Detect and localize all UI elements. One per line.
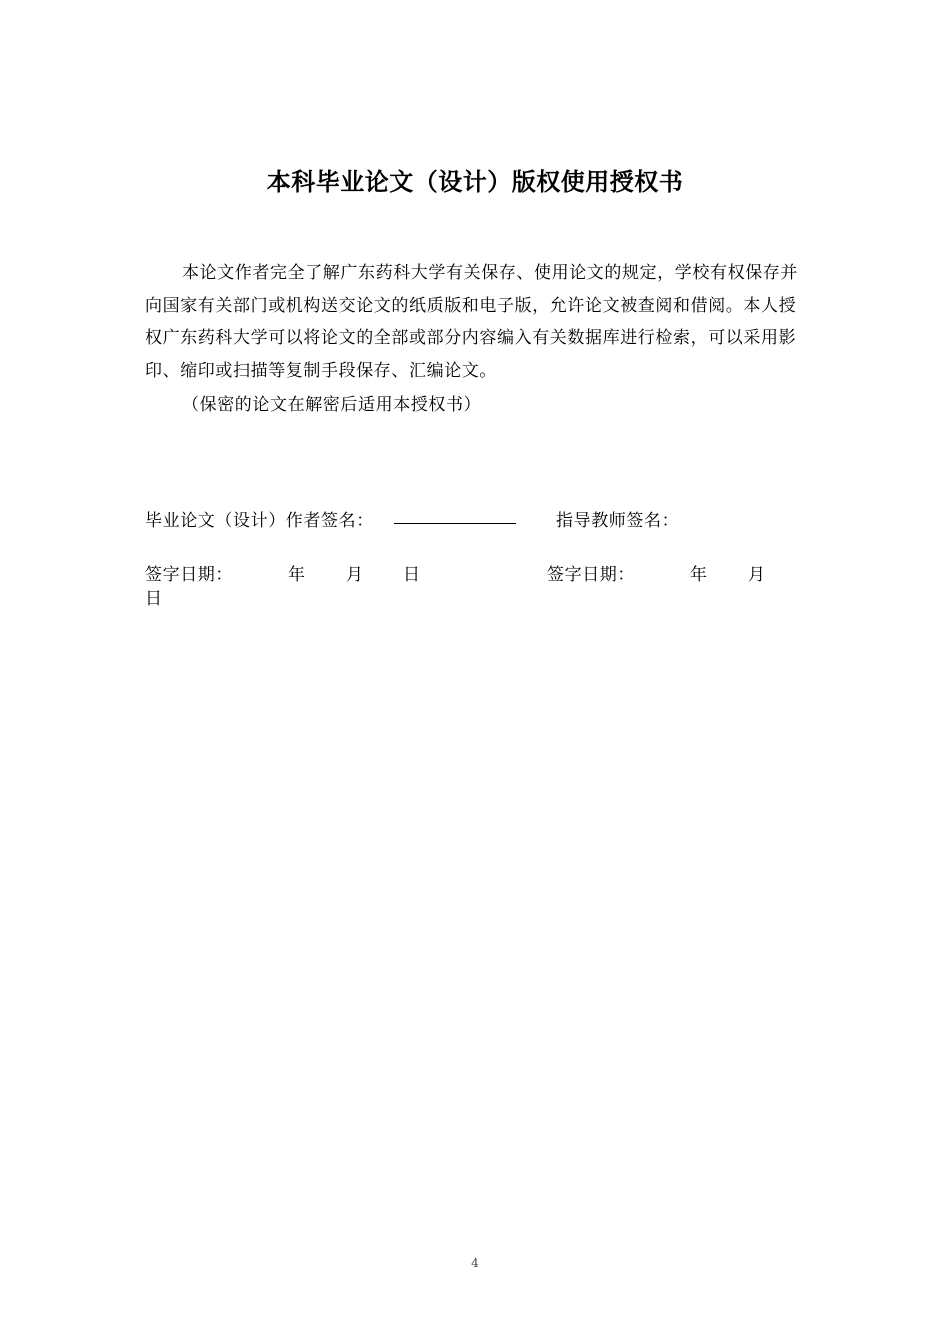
author-date-label: 签字日期： <box>145 565 233 585</box>
advisor-date-year: 年 <box>690 565 708 585</box>
confidential-note: （保密的论文在解密后适用本授权书） <box>182 395 482 415</box>
author-date-day: 日 <box>403 565 421 585</box>
advisor-date-month: 月 <box>748 565 766 585</box>
author-signature-line[interactable] <box>394 523 516 524</box>
advisor-date-day: 日 <box>145 589 163 609</box>
advisor-signature-label: 指导教师签名： <box>556 511 680 531</box>
page-number: 4 <box>471 1256 479 1270</box>
author-signature-label: 毕业论文（设计）作者签名： <box>145 511 374 531</box>
advisor-date-label: 签字日期： <box>547 565 635 585</box>
author-date-month: 月 <box>346 565 364 585</box>
authorization-paragraph <box>145 257 800 387</box>
page-title: 本科毕业论文（设计）版权使用授权书 <box>266 168 684 196</box>
author-date-year: 年 <box>288 565 306 585</box>
authorization-text: 本论文作者完全了解广东药科大学有关保存、使用论文的规定，学校有权保存并向国家有关部门或机构送交论文的纸质版和电子版，允许论文被查阅和借阅。本人授权广东药科大学可以将论文的全部或部分内容编入有关数据库进行检索，可以采用影印、缩印或扫描等复制手段保存、汇编论文。 <box>145 263 798 381</box>
